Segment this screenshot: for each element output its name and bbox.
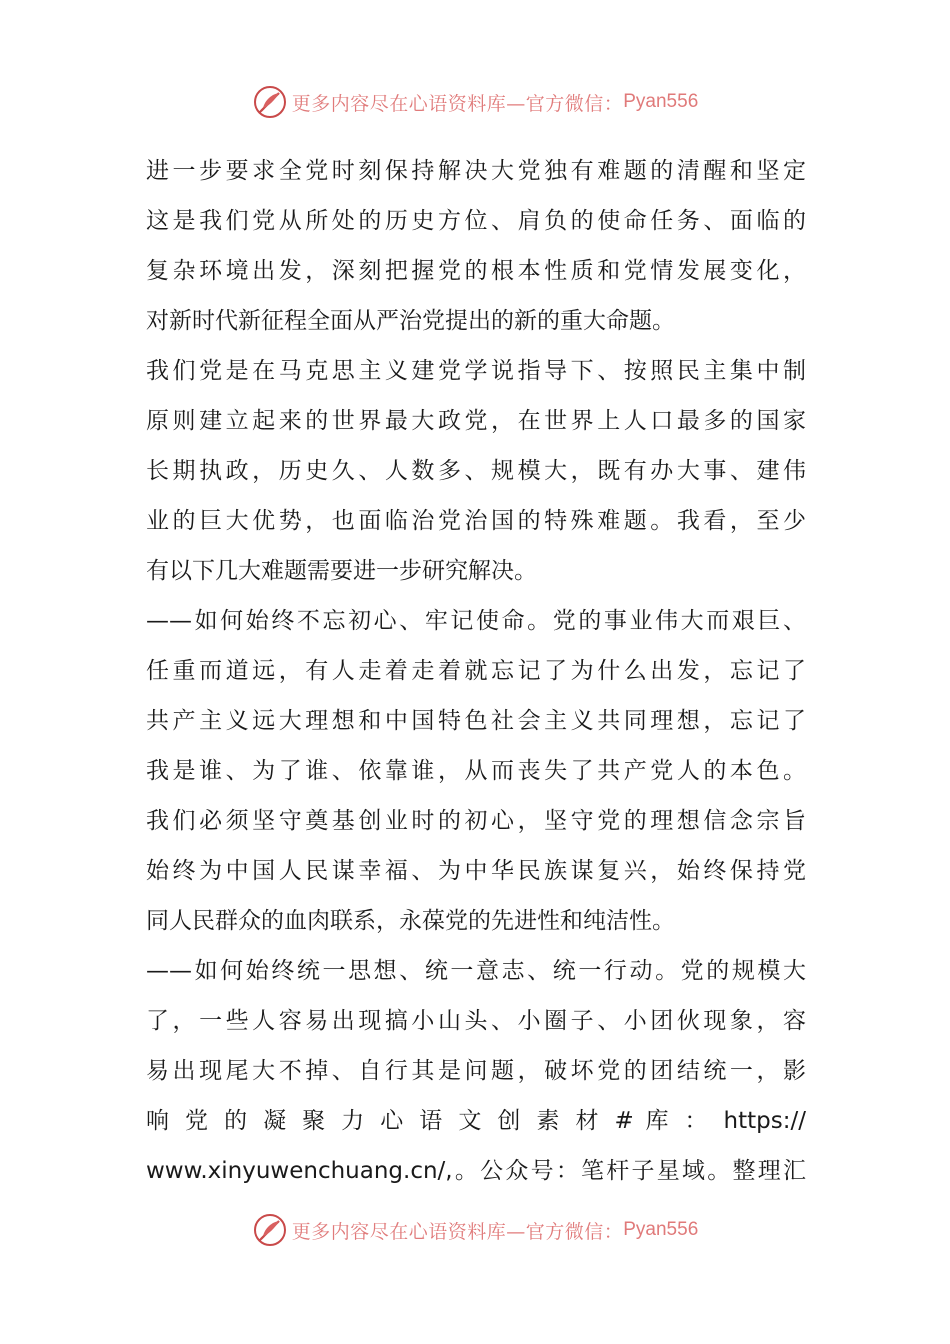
body-line: 我是谁、为了谁、依靠谁，从而丧失了共产党人的本色。	[146, 758, 806, 784]
header-banner-wechat-id: Pyan556	[623, 91, 699, 112]
body-line: 任重而道远，有人走着走着就忘记了为什么出发，忘记了	[146, 658, 806, 684]
footer-banner	[0, 1208, 950, 1252]
body-line: 这是我们党从所处的历史方位、肩负的使命任务、面临的	[146, 208, 806, 234]
body-line: 我们必须坚守奠基创业时的初心，坚守党的理想信念宗旨	[146, 808, 806, 834]
body-line: 原则建立起来的世界最大政党，在世界上人口最多的国家	[146, 408, 806, 434]
header-banner-text: 更多内容尽在心语资料库—官方微信：	[291, 92, 624, 115]
body-line: www.xinyuwenchuang.cn/,。公众号：笔杆子星域。整理汇	[146, 1158, 806, 1184]
body-line: 对新时代新征程全面从严治党提出的新的重大命题。	[146, 308, 675, 334]
header-banner	[0, 80, 950, 124]
feather-pen-logo-icon	[252, 1212, 288, 1248]
body-line: 我们党是在马克思主义建党学说指导下、按照民主集中制	[146, 358, 806, 384]
feather-pen-logo-icon	[252, 84, 288, 120]
body-line: 进一步要求全党时刻保持解决大党独有难题的清醒和坚定	[146, 158, 806, 184]
body-line: 复杂环境出发，深刻把握党的根本性质和党情发展变化，	[146, 258, 806, 284]
body-line: 有以下几大难题需要进一步研究解决。	[146, 558, 537, 584]
body-line: 业的巨大优势，也面临治党治国的特殊难题。我看，至少	[146, 508, 806, 534]
body-line: 响 党 的 凝 聚 力 心 语 文 创 素 材 # 库 ： https://	[146, 1108, 806, 1134]
body-line: 共产主义远大理想和中国特色社会主义共同理想，忘记了	[146, 708, 806, 734]
body-line: 长期执政，历史久、人数多、规模大，既有办大事、建伟	[146, 458, 806, 484]
document-body	[146, 146, 806, 1196]
footer-banner-text: 更多内容尽在心语资料库—官方微信：	[291, 1220, 624, 1243]
body-line: 始终为中国人民谋幸福、为中华民族谋复兴，始终保持党	[146, 858, 806, 884]
body-line: 同人民群众的血肉联系，永葆党的先进性和纯洁性。	[146, 908, 675, 934]
body-line: 易出现尾大不掉、自行其是问题，破坏党的团结统一，影	[146, 1058, 806, 1084]
body-line: 了，一些人容易出现搞小山头、小圈子、小团伙现象，容	[146, 1008, 806, 1034]
footer-banner-wechat-id: Pyan556	[623, 1219, 699, 1240]
body-line: ——如何始终统一思想、统一意志、统一行动。党的规模大	[146, 958, 806, 984]
body-line: ——如何始终不忘初心、牢记使命。党的事业伟大而艰巨、	[146, 608, 806, 634]
